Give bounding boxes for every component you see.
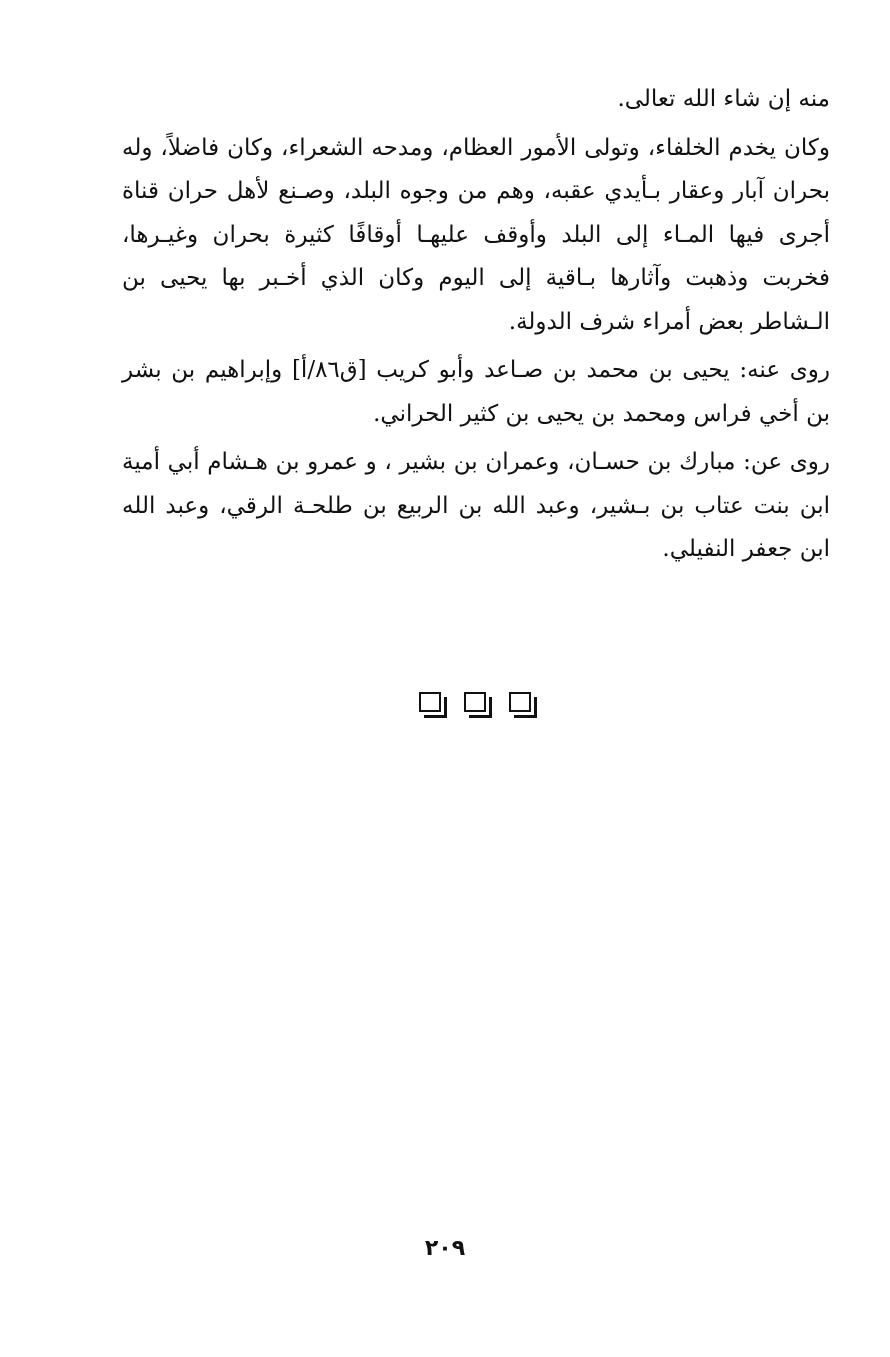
square-box-icon <box>509 692 531 712</box>
paragraph-biography: وكان يخدم الخلفاء، وتولى الأمور العظام، ومدحه الشعراء، وكان فاضلاً، وله بحران آبار وعقار بـأيدي عقبه، وهم من وجوه البلد، وصـنع لأهل حران قناة أجرى فيها المـاء إلى البلد وأوقف عليهـا أوقافًا كثيرة بحران وغيـرها، فخربت وذهبت وآثارها بـاقية إلى اليوم وكان الذي أخـبر بها يحيى بن الـشاطر بعض أمراء شرف الدولة. <box>122 134 830 335</box>
page-number: ٢٠٩ <box>424 1236 466 1261</box>
square-box-icon <box>419 692 441 712</box>
paragraph-narrated-from-him: روى عنه: يحيى بن محمد بن صـاعد وأبو كريب [ق٨٦/أ] وإبراهيم بن بشر بن أخي فراس ومحمد بن يحيى بن كثير الحراني. <box>122 357 831 427</box>
square-box-icon <box>464 692 486 712</box>
section-end-ornament <box>419 689 531 715</box>
paragraph-continuation: منه إن شاء الله تعالى. <box>617 86 830 112</box>
body-text <box>122 78 830 572</box>
paragraph-narrated-from: روى عن: مبارك بن حسـان، وعمران بن بشير ، و عمرو بن هـشام أبي أمية ابن بنت عتاب بن بـشير، وعبد الله بن الربيع بن طلحـة الرقي، وعبد الله ابن جعفر النفيلي. <box>122 449 830 562</box>
